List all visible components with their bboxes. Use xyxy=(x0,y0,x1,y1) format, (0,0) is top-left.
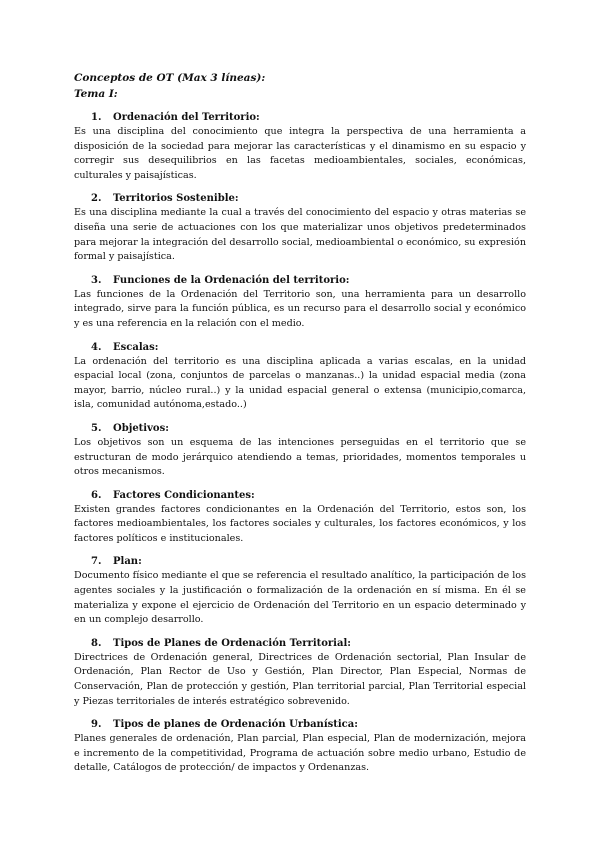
section-ordenacion-territorio xyxy=(74,110,526,183)
section-plan xyxy=(74,554,526,627)
section-heading: 4. Escalas: xyxy=(91,341,159,353)
section-funciones xyxy=(74,273,526,332)
section-body: La ordenación del territorio es una disciplina aplicada a varias escalas, en la unidad espacial local (zona, conjuntos de parcelas o manzanas..) la unidad espacial media (zona mayor, barrio, núcleo rural..) y la unidad espacial general o extensa (municipio,comarca, isla, comunidad autónoma,estado..) xyxy=(74,355,526,411)
section-body: Es una disciplina mediante la cual a través del conocimiento del espacio y otras materias se diseña una serie de actuaciones con los que materializar unos objetivos predeterminados para mejorar la integración del desarrollo social, medioambiental o económico, su expresión formal y paisajística. xyxy=(74,207,526,263)
section-body: Es una disciplina del conocimiento que integra la perspectiva de una herramienta a disposición de la sociedad para mejorar las características y el dinamismo en su espacio y corregir sus desequilibrios en las facetas medioambientales, sociales, económicas, culturales y paisajísticas. xyxy=(74,126,526,181)
theme-heading: Tema I: xyxy=(74,88,118,100)
section-escalas xyxy=(74,340,526,413)
section-body: Los objetivos son un esquema de las intenciones perseguidas en el territorio que se estructuran de modo jerárquico atendiendo a temas, prioridades, momentos temporales u otros mecanismos. xyxy=(74,436,526,478)
section-planes-territorial xyxy=(74,636,526,709)
section-planes-urbanistica xyxy=(74,717,526,776)
section-heading: 7. Plan: xyxy=(91,556,142,568)
section-body: Existen grandes factores condicionantes en la Ordenación del Territorio, estos son, los factores medioambientales, los factores sociales y culturales, los factores económicos, y los factores políticos e institucionales. xyxy=(74,503,526,544)
document-page xyxy=(74,70,526,776)
section-heading: 5. Objetivos: xyxy=(91,422,169,434)
section-heading: 2. Territorios Sostenible: xyxy=(91,193,239,205)
section-territorios-sostenible xyxy=(74,191,526,264)
section-factores xyxy=(74,488,526,547)
section-heading: 9. Tipos de planes de Ordenación Urbanística: xyxy=(91,719,358,731)
section-body: Documento físico mediante el que se referencia el resultado analítico, la participación de los agentes sociales y la justificación o formalización de la ordenación en sí misma. En él se materializa y expone el ejercicio de Ordenación del Territorio en un espacio determinado y en un complejo desarrollo. xyxy=(74,570,526,626)
section-body: Directrices de Ordenación general, Directrices de Ordenación sectorial, Plan Insular de Ordenación, Plan Rector de Uso y Gestión, Plan Director, Plan Especial, Normas de Conservación, Plan de protección y gestión, Plan territorial parcial, Plan Territorial especial y Piezas territoriales de interés estratégico sobrevenido. xyxy=(74,651,526,707)
section-heading: 8. Tipos de Planes de Ordenación Territorial: xyxy=(91,637,351,649)
section-heading: 6. Factores Condicionantes: xyxy=(91,489,255,501)
section-heading: 1. Ordenación del Territorio: xyxy=(91,112,260,123)
document-title: Conceptos de OT (Max 3 líneas): xyxy=(74,72,266,84)
section-body: Planes generales de ordenación, Plan parcial, Plan especial, Plan de modernización, mejora e incremento de la competitividad, Programa de actuación sobre medio urbano, Estudio de detalle, Catálogos de protección/ de impactos y Ordenanzas. xyxy=(74,733,526,774)
section-heading: 3. Funciones de la Ordenación del territorio: xyxy=(91,274,350,286)
section-objetivos xyxy=(74,421,526,480)
section-body: Las funciones de la Ordenación del Territorio son, una herramienta para un desarrollo integrado, sirve para la función pública, es un recurso para el desarrollo social y económico y es una referencia en la relación con el medio. xyxy=(74,288,526,329)
